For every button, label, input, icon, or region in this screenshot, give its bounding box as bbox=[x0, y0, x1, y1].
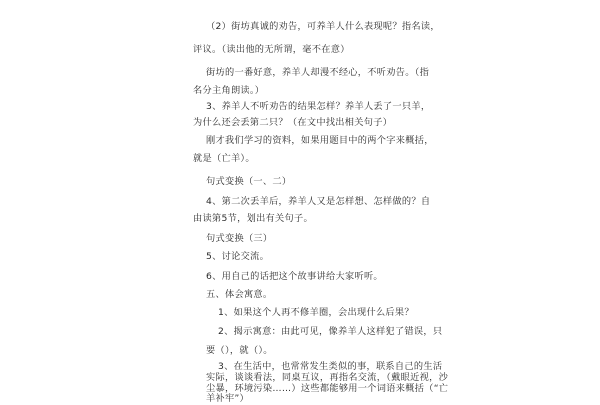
text-line-22: 羊补牢”） bbox=[206, 393, 250, 404]
text-line-20: 实际，谈谈看法，同桌互议，再指名交流，（戴眼近视，沙 bbox=[206, 372, 449, 383]
text-line-2: 评议。（读出他的无所谓，毫不在意） bbox=[193, 44, 350, 55]
text-line-4: 名分主角朗读。） bbox=[193, 85, 265, 96]
text-line-18: 要（），就（）。 bbox=[206, 345, 273, 356]
text-line-1: （2）街坊真诚的劝告，可养羊人什么表现呢？指名读， bbox=[206, 21, 440, 32]
text-line-12: 句式变换（三） bbox=[206, 233, 273, 244]
text-line-11: 由读第5节，划出有关句子。 bbox=[193, 213, 313, 224]
text-line-19: 3、在生活中，也常常发生类似的事，联系自己的生活 bbox=[218, 361, 443, 372]
text-line-5: 3、养羊人不听劝告的结果怎样？养羊人丢了一只羊， bbox=[206, 101, 431, 112]
text-line-13: 5、讨论交流。 bbox=[206, 251, 270, 262]
text-line-10: 4、第二次丢羊后，养羊人又是怎样想、怎样做的？自 bbox=[206, 196, 431, 207]
text-line-14: 6、用自己的话把这个故事讲给大家听听。 bbox=[206, 271, 383, 282]
text-line-17: 2、揭示寓意：由此可见，像养羊人这样犯了错误，只 bbox=[218, 326, 443, 337]
text-line-15: 五、体会寓意。 bbox=[206, 289, 273, 300]
text-line-3: 街坊的一番好意，养羊人却漫不经心，不听劝告。（指 bbox=[206, 67, 430, 78]
text-line-16: 1、如果这个人再不修羊圈，会出现什么后果？ bbox=[218, 307, 414, 318]
text-line-21: 尘暴，环境污染……）这些都能够用一个词语来概括（“亡 bbox=[206, 383, 449, 394]
text-line-9: 句式变换（一、二） bbox=[206, 176, 292, 187]
text-line-8: 就是（亡羊）。 bbox=[193, 153, 255, 164]
text-line-6: 为什么还会丢第二只？（在文中找出相关句子） bbox=[193, 117, 393, 128]
text-line-7: 刚才我们学习的资料，如果用题目中的两个字来概括， bbox=[206, 135, 434, 146]
